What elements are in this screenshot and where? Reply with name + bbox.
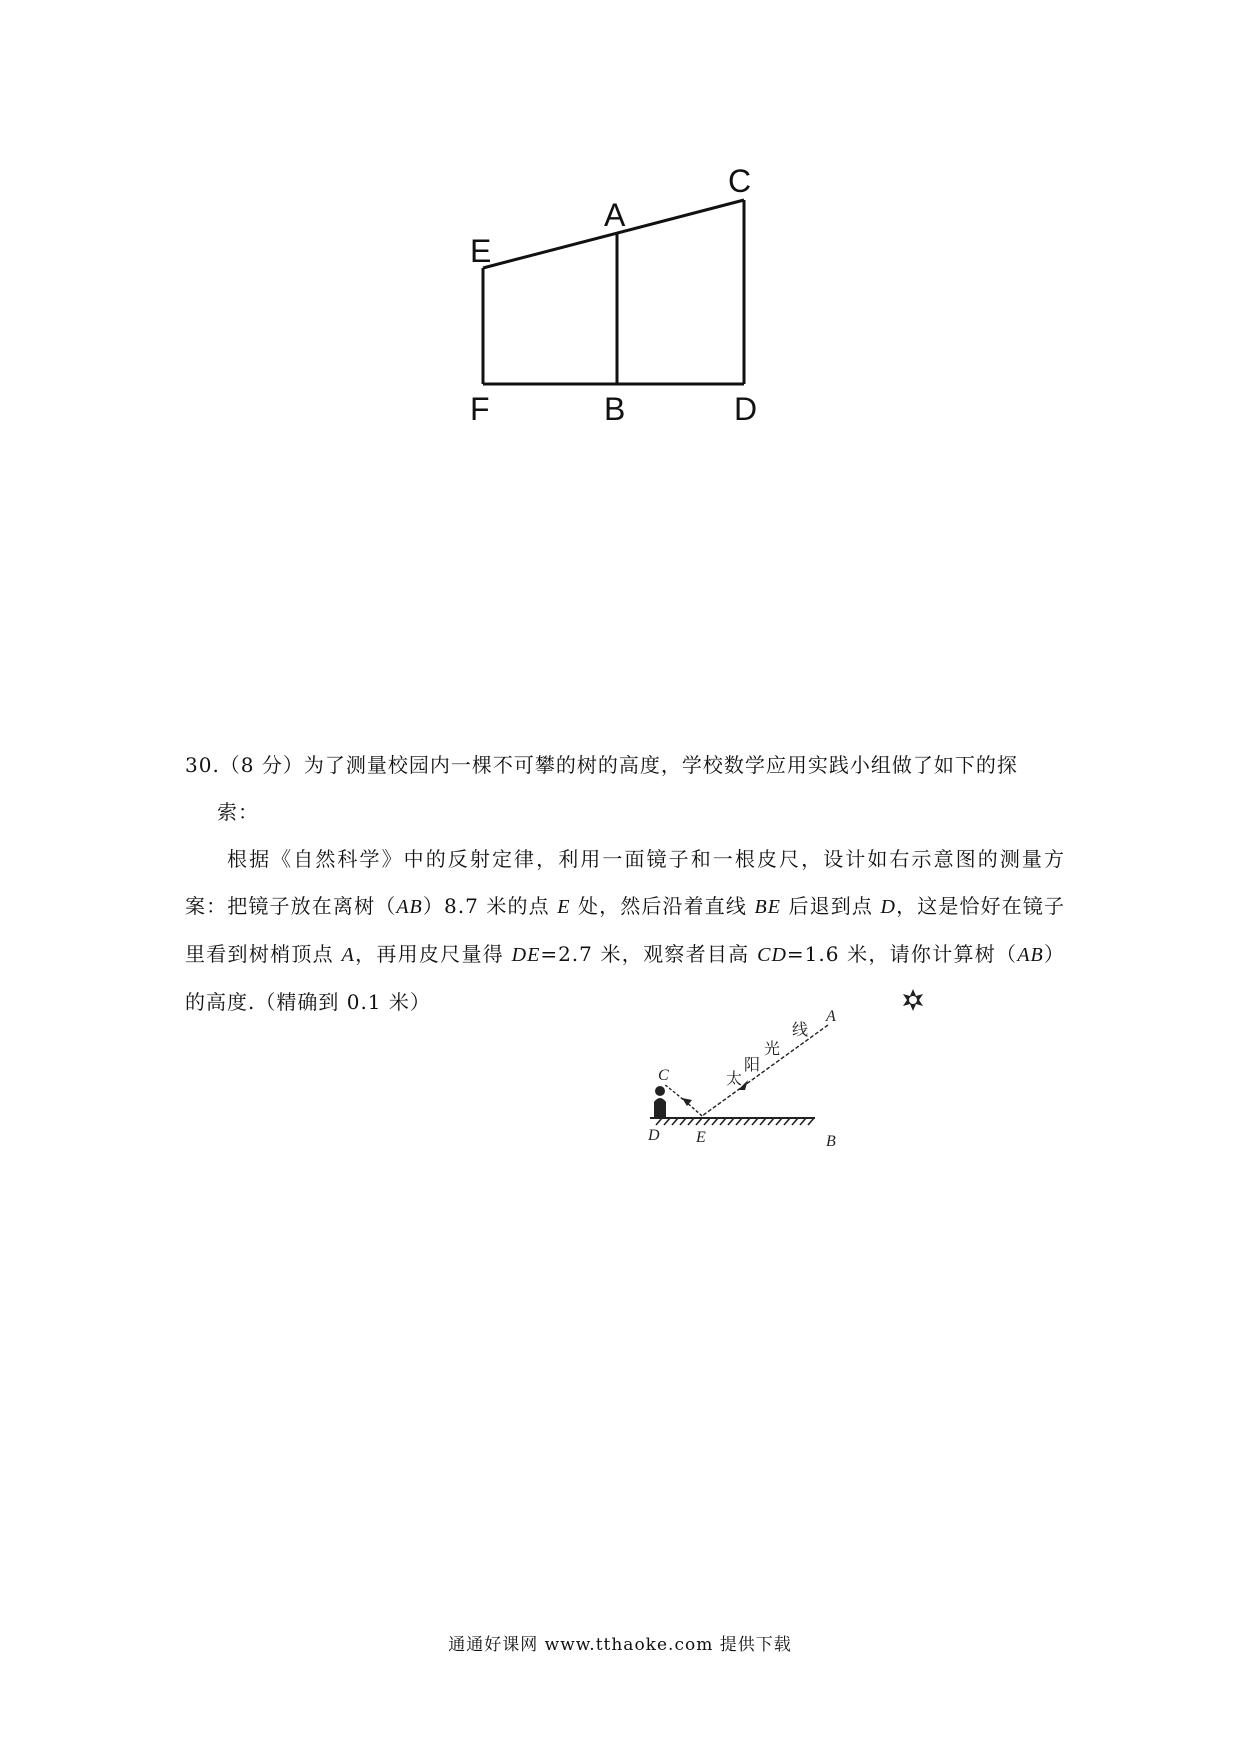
sun-icon (903, 989, 923, 1011)
ground-hatching (656, 1118, 814, 1125)
label-d: D (648, 1127, 660, 1144)
math-var: D (880, 896, 896, 918)
point-label-f: F (470, 391, 490, 427)
point-label-d: D (734, 391, 758, 427)
point-label-e: E (470, 233, 492, 269)
point-label-c: C (728, 163, 752, 199)
problem-text: 后退到点 (780, 894, 881, 918)
math-var: A (341, 944, 355, 966)
problem-text: ）的高度.（精确到 0.1 米） (185, 942, 1066, 1014)
problem-text: 处，然后沿着直线 (570, 894, 755, 918)
problem-heading-continuation: 索： (217, 800, 259, 824)
ray-label-char: 阳 (744, 1055, 761, 1074)
ray-label-char: 线 (792, 1020, 809, 1039)
problem-text: ）8.7 米的点 (422, 894, 558, 918)
math-var: AB (396, 896, 423, 918)
problem-text: ，这是恰好在镜子里看到树梢顶点 (185, 894, 1066, 966)
problem-text: =1.6 米，请你计算树（ (786, 942, 1018, 966)
geometry-figure (0, 0, 1240, 460)
math-var: BE (754, 896, 781, 918)
math-var: AB (1017, 944, 1044, 966)
point-label-a: A (604, 197, 626, 233)
problem-heading: 30.（8 分）为了测量校园内一棵不可攀的树的高度，学校数学应用实践小组做了如下的探 (185, 753, 1018, 777)
problem-text: =2.7 米，观察者目高 (540, 942, 758, 966)
problem-text: 根据《自然科学》中的反射定律，利用一面镜子和一根皮尺，设计如右示意图的测量方案：把镜子放在离树（ (185, 847, 1065, 918)
problem-text: ，再用皮尺量得 (354, 942, 512, 966)
math-var: CD (757, 944, 787, 966)
label-e: E (696, 1129, 706, 1146)
label-b: B (826, 1133, 836, 1150)
ray-label-char: 光 (764, 1039, 781, 1058)
reflected-ray (664, 1084, 702, 1116)
page-footer: 通通好课网 www.tthaoke.com 提供下载 (448, 1635, 792, 1655)
math-var: E (557, 896, 571, 918)
label-a: A (826, 1008, 836, 1025)
label-c: C (658, 1067, 669, 1084)
math-var: DE (511, 944, 541, 966)
point-label-b: B (604, 391, 626, 427)
reflection-diagram (620, 980, 960, 1150)
observer-icon (654, 1086, 666, 1118)
reflected-ray-arrow (682, 1098, 692, 1106)
ray-label-char: 太 (726, 1069, 743, 1088)
